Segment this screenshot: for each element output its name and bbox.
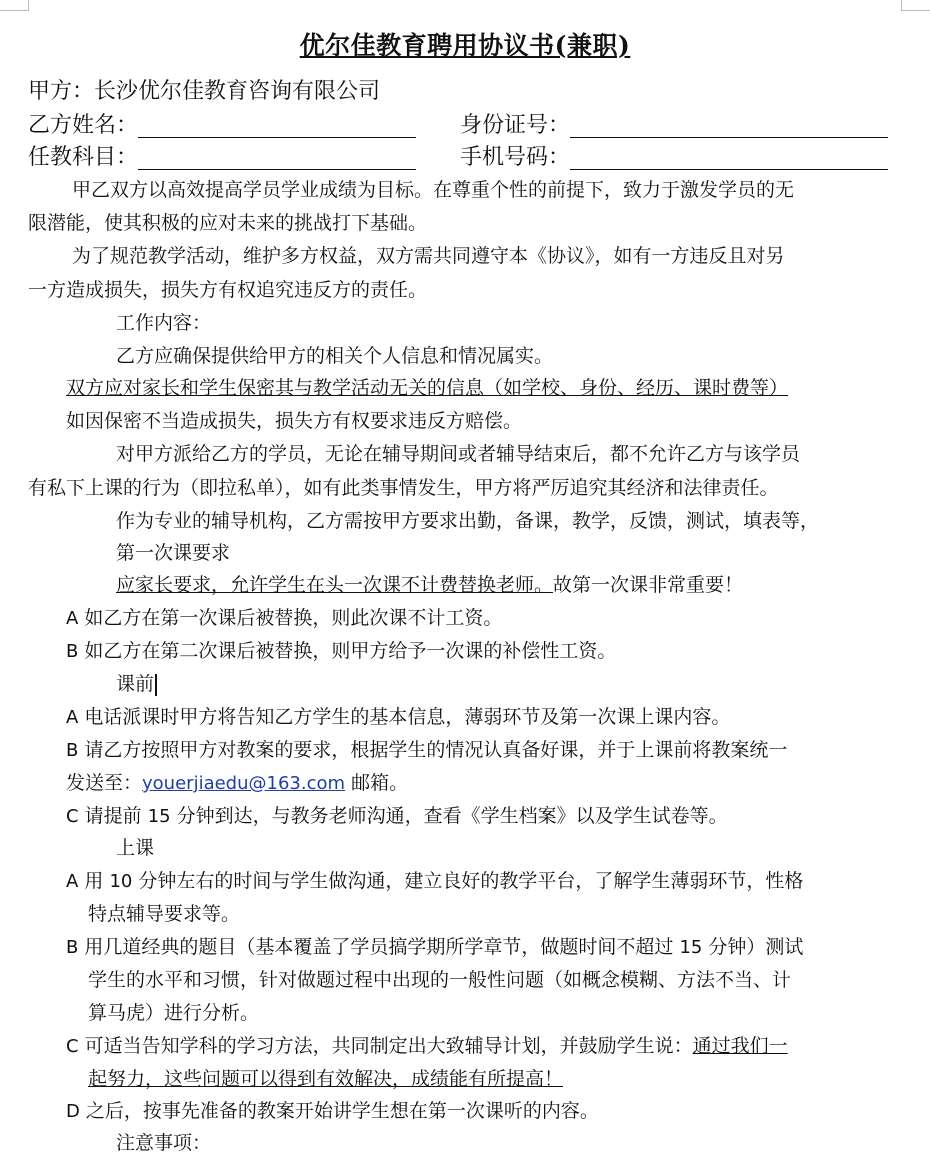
minutes-number: 15 <box>679 937 703 958</box>
first-class-item-b <box>66 639 616 664</box>
phone-blank[interactable] <box>570 147 888 170</box>
intro-paragraph-1-line-2: 限潜能，使其积极的应对未来的挑战打下基础。 <box>28 212 428 234</box>
item-label: C <box>66 1036 79 1057</box>
minutes-number: 15 <box>147 806 171 827</box>
notes-heading: 注意事项： <box>116 1132 212 1154</box>
item-text: 可适当告知学科的学习方法，共同制定出大致辅导计划，并鼓励学生说： <box>84 1035 693 1057</box>
in-class-item-b-line-3: 算马虎）进行分析。 <box>88 1002 260 1024</box>
item-label: B <box>66 740 79 761</box>
id-number-row <box>460 114 888 138</box>
item-text: 请提前 <box>84 805 142 827</box>
id-number-blank[interactable] <box>570 115 888 138</box>
item-text: 之后，按事先准备的教案开始讲学生想在第一次课听的内容。 <box>85 1100 599 1122</box>
phone-label: 手机号码： <box>460 145 571 170</box>
item-label: D <box>66 1101 80 1122</box>
item-text: 如乙方在第一次课后被替换，则此次课不计工资。 <box>84 607 503 629</box>
first-class-item-a <box>66 606 502 631</box>
before-class-item-b-line-1 <box>66 738 787 763</box>
item-text: 分钟左右的时间与学生做沟通，建立良好的教学平台，了解学生薄弱环节，性格 <box>138 870 804 892</box>
id-number-label: 身份证号： <box>460 113 571 138</box>
party-a: 甲方：长沙优尔佳教育咨询有限公司 <box>28 79 381 104</box>
first-class-note-underlined: 应家长要求，允许学生在头一次课不计费替换老师。 <box>116 574 554 596</box>
item-label: B <box>66 641 79 662</box>
intro-paragraph-2-line-1: 为了规范教学活动，维护多方权益，双方需共同遵守本《协议》，如有一方违反且对另 <box>72 245 785 267</box>
item-text: 分钟到达，与教务老师沟通，查看《学生档案》以及学生试卷等。 <box>176 805 728 827</box>
phone-row <box>460 146 888 170</box>
in-class-item-c-line-1 <box>66 1034 788 1059</box>
text-cursor <box>155 674 157 696</box>
item-text: 用几道经典的题目（基本覆盖了学员搞学期所学章节，做题时间不超过 <box>84 936 674 958</box>
subject-blank[interactable] <box>138 147 416 170</box>
first-class-note <box>116 573 743 597</box>
subject-label: 任教科目： <box>28 145 139 170</box>
item-label: A <box>66 608 79 629</box>
in-class-item-a-line-1 <box>66 869 803 894</box>
before-class-item-c <box>66 804 728 829</box>
party-b-name-row <box>28 114 416 138</box>
before-class-item-b-line-2 <box>66 771 408 796</box>
party-b-name-label: 乙方姓名： <box>28 113 139 138</box>
work-item-2-continuation: 如因保密不当造成损失，损失方有权要求违反方赔偿。 <box>66 410 523 432</box>
intro-paragraph-2-line-2: 一方造成损失，损失方有权追究违反方的责任。 <box>28 279 428 301</box>
before-class-item-a <box>66 705 730 730</box>
in-class-item-c-line-2: 起努力，这些问题可以得到有效解决，成绩能有所提高！ <box>88 1068 564 1090</box>
item-text: 电话派课时甲方将告知乙方学生的基本信息，薄弱环节及第一次课上课内容。 <box>84 706 731 728</box>
work-item-3-line-2: 有私下上课的行为（即拉私单），如有此类事情发生，甲方将严厉追究其经济和法律责任。 <box>28 477 779 499</box>
item-label: A <box>66 871 79 892</box>
in-class-item-a-line-2: 特点辅导要求等。 <box>88 903 241 925</box>
item-text: 发送至： <box>66 772 143 794</box>
item-text: 分钟）测试 <box>708 936 804 958</box>
page-corner-marker-right <box>901 0 930 11</box>
work-item-2-underlined: 双方应对家长和学生保密其与教学活动无关的信息（如学校、身份、经历、课时费等） <box>66 377 789 399</box>
in-class-item-b-line-2: 学生的水平和习惯，针对做题过程中出现的一般性问题（如概念模糊、方法不当、计 <box>88 969 792 991</box>
minutes-number: 10 <box>109 871 133 892</box>
item-label: B <box>66 937 79 958</box>
intro-paragraph-1-line-1: 甲乙双方以高效提高学员学业成绩为目标。在尊重个性的前提下，致力于激发学员的无 <box>72 179 795 201</box>
item-label: C <box>66 806 79 827</box>
subject-row <box>28 146 416 170</box>
in-class-heading: 上课 <box>116 837 155 859</box>
item-text: 邮箱。 <box>351 772 409 794</box>
email-link[interactable]: youerjiaedu@163.com <box>142 773 346 794</box>
item-text: 如乙方在第二次课后被替换，则甲方给予一次课的补偿性工资。 <box>84 640 617 662</box>
before-class-heading-text: 课前 <box>116 673 155 695</box>
first-class-note-rest: 故第一次课非常重要！ <box>553 574 744 596</box>
before-class-heading <box>116 672 157 696</box>
work-item-4: 作为专业的辅导机构，乙方需按甲方要求出勤，备课，教学，反馈，测试，填表等， <box>116 510 820 532</box>
party-b-name-blank[interactable] <box>138 115 416 138</box>
item-text: 请乙方按照甲方对教案的要求，根据学生的情况认真备好课，并于上课前将教案统一 <box>84 739 788 761</box>
in-class-item-b-line-1 <box>66 935 803 960</box>
in-class-item-d <box>66 1099 599 1124</box>
page-corner-marker-left <box>0 0 29 11</box>
item-label: A <box>66 707 79 728</box>
first-class-heading: 第一次课要求 <box>116 542 231 564</box>
document-title: 优尔佳教育聘用协议书(兼职) <box>299 31 631 60</box>
item-text-underlined: 通过我们一 <box>692 1035 788 1057</box>
item-text: 用 <box>84 870 104 892</box>
work-item-1: 乙方应确保提供给甲方的相关个人信息和情况属实。 <box>116 345 554 367</box>
work-heading: 工作内容： <box>116 312 212 334</box>
work-item-3-line-1: 对甲方派给乙方的学员，无论在辅导期间或者辅导结束后，都不允许乙方与该学员 <box>116 443 801 465</box>
